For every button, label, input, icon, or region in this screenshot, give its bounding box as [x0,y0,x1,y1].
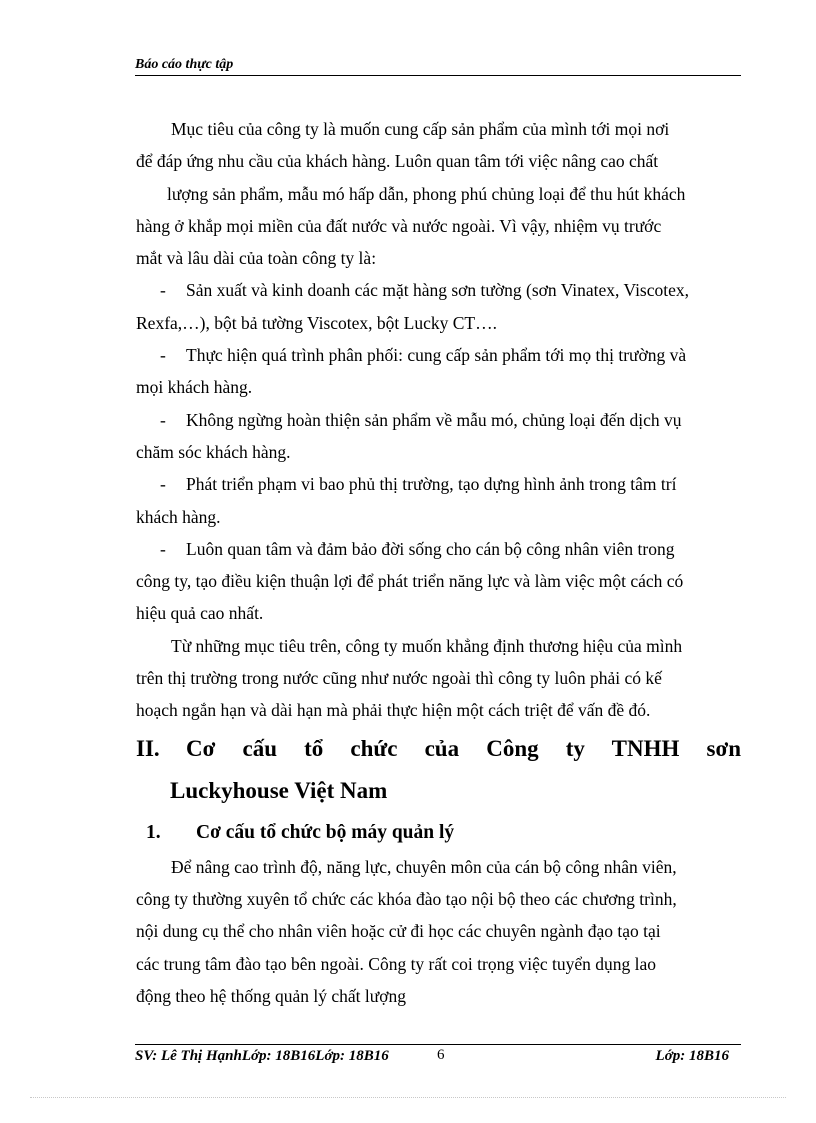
paragraph-line: công ty thường xuyên tổ chức các khóa đào tạo nội bộ theo các chương trình, [136,888,677,909]
subsection-heading [136,815,741,851]
document-body [136,113,741,1012]
bullet-text: Sản xuất và kinh doanh các mặt hàng sơn tường (sơn Vinatex, Viscotex, [186,280,690,301]
paragraph-line: các trung tâm đào tạo bên ngoài. Công ty rất coi trọng việc tuyển dụng lao [136,953,656,974]
bullet-dash: - [160,345,166,366]
bullet-item [136,468,741,500]
bullet-continuation: mọi khách hàng. [136,377,253,398]
footer-divider [135,1044,741,1045]
bullet-text: Thực hiện quá trình phân phối: cung cấp sản phẩm tới mọ thị trường và [186,345,687,366]
bullet-continuation: Rexfa,…), bột bả tường Viscotex, bột Lucky CT…. [136,312,497,333]
footer-class: Lớp: 18B16 [655,1048,729,1064]
paragraph-line: nội dung cụ thể cho nhân viên hoặc cử đi học các chuyên ngành đạo tạo tại [136,921,661,942]
section-number: II. [136,735,160,761]
bullet-text: Luôn quan tâm và đảm bảo đời sống cho cán bộ công nhân viên trong [186,538,675,559]
paragraph-line: Để nâng cao trình độ, năng lực, chuyên môn của cán bộ công nhân viên, [171,856,677,877]
bullet-item [136,274,741,306]
bullet-item [136,339,741,371]
paragraph-line: Mục tiêu của công ty là muốn cung cấp sản phẩm của mình tới mọi nơi [171,119,670,139]
bullet-continuation: công ty, tạo điều kiện thuận lợi để phát triển năng lực và làm việc một cách có [136,571,684,592]
paragraph-line: mắt và lâu dài của toàn công ty là: [136,248,377,269]
paragraph-line: động theo hệ thống quản lý chất lượng [136,985,407,1006]
page-bottom-dotted-line [30,1097,786,1098]
paragraph-line: để đáp ứng nhu cầu của khách hàng. Luôn quan tâm tới việc nâng cao chất [136,151,659,172]
bullet-item [136,533,741,565]
subsection-title: Cơ cấu tổ chức bộ máy quản lý [196,821,455,843]
header-title: Báo cáo thực tập [135,57,234,72]
paragraph-line: hàng ở khắp mọi miền của đất nước và nước ngoài. Vì vậy, nhiệm vụ trước [136,215,662,236]
section-title-line1: Cơ cấu tổ chức của Công ty TNHH sơn [186,735,741,761]
bullet-text: Không ngừng hoàn thiện sản phẩm về mẫu mó, chủng loại đến dịch vụ [186,409,682,430]
page-header [135,57,741,76]
bullet-item [136,404,741,436]
section-title-line2: Luckyhouse Việt Nam [170,777,388,803]
bullet-continuation: khách hàng. [136,506,221,527]
bullet-text: Phát triển phạm vi bao phủ thị trường, tạo dựng hình ảnh trong tâm trí [186,474,677,495]
page-footer [135,1048,741,1070]
bullet-continuation: chăm sóc khách hàng. [136,441,291,462]
paragraph-line: trên thị trường trong nước cũng như nước ngoài thì công ty luôn phải có kế [136,668,662,689]
footer-student: SV: Lê Thị HạnhLớp: 18B16Lớp: 18B16 [135,1048,389,1064]
bullet-continuation: hiệu quả cao nhất. [136,603,264,624]
section-heading [136,729,741,769]
bullet-dash: - [160,538,166,559]
paragraph-line: lượng sản phẩm, mẫu mó hấp dẫn, phong phú chủng loại để thu hút khách [167,183,686,204]
subsection-number: 1. [146,821,161,843]
bullet-dash: - [160,280,166,301]
bullet-dash: - [160,409,166,430]
paragraph-line: Từ những mục tiêu trên, công ty muốn khẳng định thương hiệu của mình [171,635,683,656]
paragraph-line: hoạch ngắn hạn và dài hạn mà phải thực hiện một cách triệt để vấn đề đó. [136,700,651,721]
page-number: 6 [437,1047,445,1063]
bullet-dash: - [160,474,166,495]
